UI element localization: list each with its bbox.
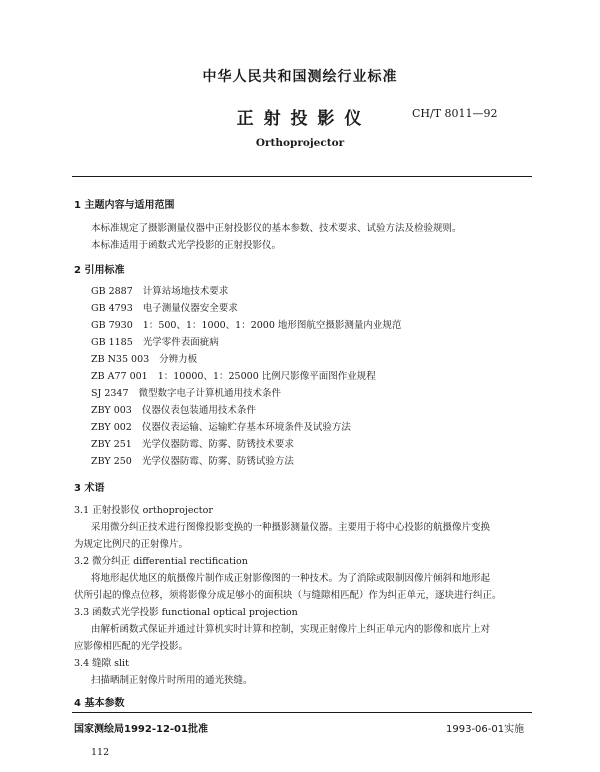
- reference-code: ZBY 250: [91, 456, 132, 467]
- term-3-2-heading: 3.2 微分纠正 differential rectification: [74, 556, 248, 567]
- reference-title: 计算站场地技术要求: [142, 286, 229, 297]
- term-3-1-heading: 3.1 正射投影仪 orthoprojector: [74, 505, 213, 516]
- reference-title: 微型数字电子计算机通用技术条件: [138, 388, 282, 399]
- reference-title: 光学仪器防霉、防雾、防锈技术要求: [141, 439, 294, 450]
- footer-rule: [72, 712, 532, 713]
- term-3-1-body-line2: 为规定比例尺的正射像片。: [74, 539, 189, 550]
- reference-code: GB 2887: [91, 286, 133, 297]
- reference-title: 分辨力板: [159, 354, 198, 365]
- term-3-3-body-line1: 由解析函数式保证并通过计算机实时计算和控制，实现正射像片上纠正单元内的影像和底片上对: [91, 624, 491, 635]
- section-3-heading: 3 术语: [74, 483, 105, 494]
- reference-title: 仪器仪表运输、运输贮存基本环境条件及试验方法: [141, 422, 351, 433]
- header-rule: [72, 176, 532, 177]
- reference-code: GB 7930: [91, 320, 133, 331]
- reference-item: [91, 334, 219, 348]
- page-number: 112: [91, 747, 110, 758]
- document-title: 正 射 投 影 仪: [236, 109, 364, 129]
- reference-item: [91, 300, 238, 314]
- term-3-4-heading: 3.4 缝隙 slit: [74, 658, 129, 669]
- section-4-heading: 4 基本参数: [74, 698, 125, 709]
- reference-code: ZBY 002: [91, 422, 132, 433]
- reference-code: ZBY 251: [91, 439, 132, 450]
- reference-item: [91, 419, 351, 433]
- reference-item: [91, 453, 294, 467]
- reference-title: 光学零件表面疵病: [142, 337, 219, 348]
- approval-date: 国家测绘局1992-12-01批准: [74, 724, 208, 735]
- reference-item: [91, 317, 401, 331]
- reference-title: 仪器仪表包装通用技术条件: [141, 405, 256, 416]
- reference-code: ZBY 003: [91, 405, 132, 416]
- reference-item: [91, 351, 197, 365]
- reference-item: [91, 385, 281, 399]
- term-3-3-heading: 3.3 函数式光学投影 functional optical projection: [74, 607, 298, 618]
- section-1-para2: 本标准适用于函数式光学投影的正射投影仪。: [91, 240, 282, 251]
- reference-title: 1：10000、1：25000 比例尺影像平面图作业规程: [157, 371, 376, 382]
- term-3-4-body-line1: 扫描晒制正射像片时所用的通光狭缝。: [91, 675, 253, 686]
- term-3-3-body-line2: 应影像相匹配的光学投影。: [74, 641, 189, 652]
- reference-item: [91, 283, 228, 297]
- reference-code: SJ 2347: [91, 388, 129, 399]
- section-1-heading: 1 主题内容与适用范围: [74, 200, 175, 211]
- term-3-1-body-line1: 采用微分纠正技术进行图像投影变换的一种摄影测量仪器。主要用于将中心投影的航摄像片变换: [91, 522, 491, 533]
- reference-code: GB 1185: [91, 337, 133, 348]
- section-2-heading: 2 引用标准: [74, 265, 125, 276]
- reference-title: 1：500、1：1000、1：2000 地形图航空摄影测量内业规范: [142, 320, 402, 331]
- reference-title: 电子测量仪器安全要求: [142, 303, 238, 314]
- term-3-2-body-line1: 将地形起伏地区的航摄像片制作成正射影像图的一种技术。为了消除或限制因像片倾斜和地形起: [91, 573, 491, 584]
- section-1-para1: 本标准规定了摄影测量仪器中正射投影仪的基本参数、技术要求、试验方法及检验规则。: [91, 223, 462, 234]
- reference-code: GB 4793: [91, 303, 133, 314]
- reference-code: ZB N35 003: [91, 354, 150, 365]
- implementation-date: 1993-06-01实施: [446, 724, 525, 735]
- reference-item: [91, 436, 294, 450]
- english-title: Orthoprojector: [255, 137, 345, 149]
- reference-code: ZB A77 001: [91, 371, 148, 382]
- term-3-2-body-line2: 伏所引起的像点位移，须将影像分成足够小的面积块（与缝隙相匹配）作为纠正单元，逐块进行纠正。: [74, 590, 502, 601]
- standard-code: CH/T 8011—92: [412, 107, 498, 120]
- standard-category: 中华人民共和国测绘行业标准: [202, 69, 398, 85]
- reference-item: [91, 368, 376, 382]
- reference-title: 光学仪器防霉、防雾、防锈试验方法: [141, 456, 294, 467]
- reference-item: [91, 402, 256, 416]
